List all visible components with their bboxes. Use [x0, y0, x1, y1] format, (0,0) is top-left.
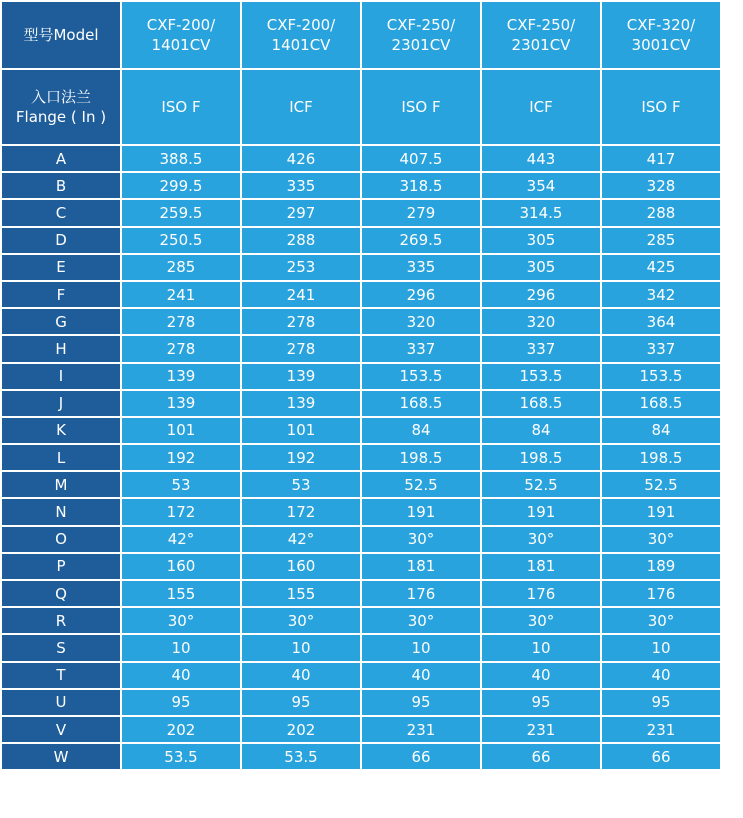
dimension-value: 417: [601, 145, 721, 172]
dimension-value: 364: [601, 308, 721, 335]
dimension-value: 101: [121, 417, 241, 444]
dimension-value: 231: [361, 716, 481, 743]
dimension-value: 426: [241, 145, 361, 172]
dimension-value: 10: [241, 634, 361, 661]
dimension-value: 40: [601, 662, 721, 689]
dimension-value: 202: [121, 716, 241, 743]
dimension-value: 305: [481, 254, 601, 281]
dimension-value: 320: [481, 308, 601, 335]
dimension-row: [1, 607, 721, 634]
dimension-label: H: [1, 335, 121, 362]
dimension-value: 407.5: [361, 145, 481, 172]
dimension-value: 139: [241, 390, 361, 417]
dimension-value: 278: [121, 335, 241, 362]
dimension-value: 168.5: [361, 390, 481, 417]
dimension-value: 84: [361, 417, 481, 444]
dimension-value: 181: [361, 553, 481, 580]
dimension-value: 198.5: [361, 444, 481, 471]
dimension-value: 139: [241, 363, 361, 390]
dimension-label: N: [1, 498, 121, 525]
dimension-value: 168.5: [481, 390, 601, 417]
dimension-value: 296: [361, 281, 481, 308]
dimension-value: 160: [241, 553, 361, 580]
dimension-value: 328: [601, 172, 721, 199]
flange-type-cell: ICF: [241, 69, 361, 145]
dimension-value: 191: [481, 498, 601, 525]
dimension-value: 198.5: [481, 444, 601, 471]
dimension-value: 40: [481, 662, 601, 689]
dimension-value: 30°: [601, 526, 721, 553]
dimension-row: [1, 417, 721, 444]
dimension-value: 10: [601, 634, 721, 661]
dimension-value: 155: [121, 580, 241, 607]
dimension-label: U: [1, 689, 121, 716]
dimension-value: 66: [361, 743, 481, 770]
dimension-value: 53: [121, 471, 241, 498]
dimension-value: 231: [481, 716, 601, 743]
dimension-value: 139: [121, 363, 241, 390]
dimension-row: [1, 254, 721, 281]
dimension-row: [1, 363, 721, 390]
dimension-value: 320: [361, 308, 481, 335]
dimension-value: 160: [121, 553, 241, 580]
dimension-label: P: [1, 553, 121, 580]
dimension-row: [1, 145, 721, 172]
dimension-row: [1, 335, 721, 362]
dimension-value: 40: [361, 662, 481, 689]
dimension-value: 10: [121, 634, 241, 661]
dimension-value: 288: [241, 227, 361, 254]
dimension-value: 202: [241, 716, 361, 743]
dimension-value: 278: [241, 308, 361, 335]
dimension-value: 95: [361, 689, 481, 716]
dimension-value: 153.5: [481, 363, 601, 390]
dimension-row: [1, 580, 721, 607]
dimension-value: 172: [241, 498, 361, 525]
flange-type-cell: ISO F: [361, 69, 481, 145]
dimension-label: G: [1, 308, 121, 335]
dimension-value: 155: [241, 580, 361, 607]
dimension-value: 337: [601, 335, 721, 362]
dimension-label: S: [1, 634, 121, 661]
dimension-value: 335: [361, 254, 481, 281]
dimension-value: 335: [241, 172, 361, 199]
dimension-value: 66: [601, 743, 721, 770]
model-header-cell: CXF-200/ 1401CV: [241, 1, 361, 69]
dimension-value: 30°: [481, 526, 601, 553]
dimension-value: 337: [481, 335, 601, 362]
dimension-label: W: [1, 743, 121, 770]
dimension-value: 84: [601, 417, 721, 444]
dimension-value: 176: [481, 580, 601, 607]
dimension-value: 95: [121, 689, 241, 716]
model-header-cell: CXF-320/ 3001CV: [601, 1, 721, 69]
flange-type-cell: ISO F: [121, 69, 241, 145]
dimension-label: L: [1, 444, 121, 471]
dimension-value: 285: [121, 254, 241, 281]
dimension-value: 443: [481, 145, 601, 172]
dimension-value: 189: [601, 553, 721, 580]
dimension-label: B: [1, 172, 121, 199]
dimension-value: 153.5: [601, 363, 721, 390]
flange-header-label: 入口法兰 Flange ( In ): [1, 69, 121, 145]
dimension-label: M: [1, 471, 121, 498]
dimension-row: [1, 498, 721, 525]
dimension-value: 231: [601, 716, 721, 743]
dimension-value: 42°: [241, 526, 361, 553]
dimension-value: 278: [241, 335, 361, 362]
model-header-cell: CXF-250/ 2301CV: [481, 1, 601, 69]
dimension-value: 84: [481, 417, 601, 444]
dimension-row: [1, 227, 721, 254]
dimension-value: 30°: [241, 607, 361, 634]
dimension-label: O: [1, 526, 121, 553]
dimension-value: 176: [361, 580, 481, 607]
dimension-value: 354: [481, 172, 601, 199]
dimension-value: 95: [241, 689, 361, 716]
dimension-label: J: [1, 390, 121, 417]
dimension-value: 101: [241, 417, 361, 444]
dimension-value: 52.5: [361, 471, 481, 498]
dimension-value: 95: [481, 689, 601, 716]
dimension-row: [1, 662, 721, 689]
dimension-value: 285: [601, 227, 721, 254]
dimension-label: K: [1, 417, 121, 444]
dimension-row: [1, 471, 721, 498]
flange-header-row: [1, 69, 721, 145]
dimension-value: 318.5: [361, 172, 481, 199]
dimension-value: 314.5: [481, 199, 601, 226]
dimension-value: 198.5: [601, 444, 721, 471]
dimension-value: 299.5: [121, 172, 241, 199]
dimension-value: 259.5: [121, 199, 241, 226]
dimension-label: R: [1, 607, 121, 634]
dimension-row: [1, 199, 721, 226]
dimension-row: [1, 716, 721, 743]
dimension-value: 305: [481, 227, 601, 254]
dimension-value: 52.5: [481, 471, 601, 498]
dimension-value: 10: [361, 634, 481, 661]
dimension-value: 279: [361, 199, 481, 226]
dimension-label: C: [1, 199, 121, 226]
dimension-value: 153.5: [361, 363, 481, 390]
dimension-value: 278: [121, 308, 241, 335]
dimension-value: 241: [241, 281, 361, 308]
dimension-value: 52.5: [601, 471, 721, 498]
dimension-value: 95: [601, 689, 721, 716]
dimension-value: 191: [361, 498, 481, 525]
dimension-value: 269.5: [361, 227, 481, 254]
dimension-value: 66: [481, 743, 601, 770]
dimension-label: F: [1, 281, 121, 308]
dimension-value: 30°: [361, 526, 481, 553]
dimension-row: [1, 553, 721, 580]
model-header-cell: CXF-200/ 1401CV: [121, 1, 241, 69]
dimension-value: 40: [121, 662, 241, 689]
dimension-value: 30°: [601, 607, 721, 634]
dimension-label: E: [1, 254, 121, 281]
dimension-row: [1, 172, 721, 199]
dimension-row: [1, 526, 721, 553]
dimension-value: 53.5: [241, 743, 361, 770]
dimension-value: 337: [361, 335, 481, 362]
dimension-value: 53: [241, 471, 361, 498]
dimension-row: [1, 689, 721, 716]
dimension-value: 250.5: [121, 227, 241, 254]
flange-type-cell: ICF: [481, 69, 601, 145]
dimension-row: [1, 743, 721, 770]
dimension-value: 10: [481, 634, 601, 661]
dimension-value: 388.5: [121, 145, 241, 172]
dimension-row: [1, 444, 721, 471]
dimension-row: [1, 308, 721, 335]
dimension-label: A: [1, 145, 121, 172]
dimension-label: T: [1, 662, 121, 689]
dimension-row: [1, 390, 721, 417]
dimension-value: 191: [601, 498, 721, 525]
dimension-value: 192: [121, 444, 241, 471]
dimension-label: I: [1, 363, 121, 390]
dimension-value: 40: [241, 662, 361, 689]
dimension-value: 168.5: [601, 390, 721, 417]
dimension-row: [1, 281, 721, 308]
dimension-value: 296: [481, 281, 601, 308]
dimension-label: D: [1, 227, 121, 254]
dimension-value: 342: [601, 281, 721, 308]
dimension-value: 181: [481, 553, 601, 580]
dimension-row: [1, 634, 721, 661]
dimension-label: V: [1, 716, 121, 743]
dimension-value: 288: [601, 199, 721, 226]
dimension-value: 30°: [121, 607, 241, 634]
dimension-value: 172: [121, 498, 241, 525]
dimension-value: 53.5: [121, 743, 241, 770]
model-header-cell: CXF-250/ 2301CV: [361, 1, 481, 69]
flange-type-cell: ISO F: [601, 69, 721, 145]
dimension-label: Q: [1, 580, 121, 607]
dimension-value: 30°: [481, 607, 601, 634]
dimension-value: 192: [241, 444, 361, 471]
model-header-label: 型号Model: [1, 1, 121, 69]
dimension-value: 297: [241, 199, 361, 226]
dimension-value: 30°: [361, 607, 481, 634]
dimension-value: 42°: [121, 526, 241, 553]
dimension-value: 176: [601, 580, 721, 607]
dimension-value: 139: [121, 390, 241, 417]
dimension-value: 241: [121, 281, 241, 308]
dimension-value: 425: [601, 254, 721, 281]
dimension-value: 253: [241, 254, 361, 281]
model-header-row: [1, 1, 721, 69]
